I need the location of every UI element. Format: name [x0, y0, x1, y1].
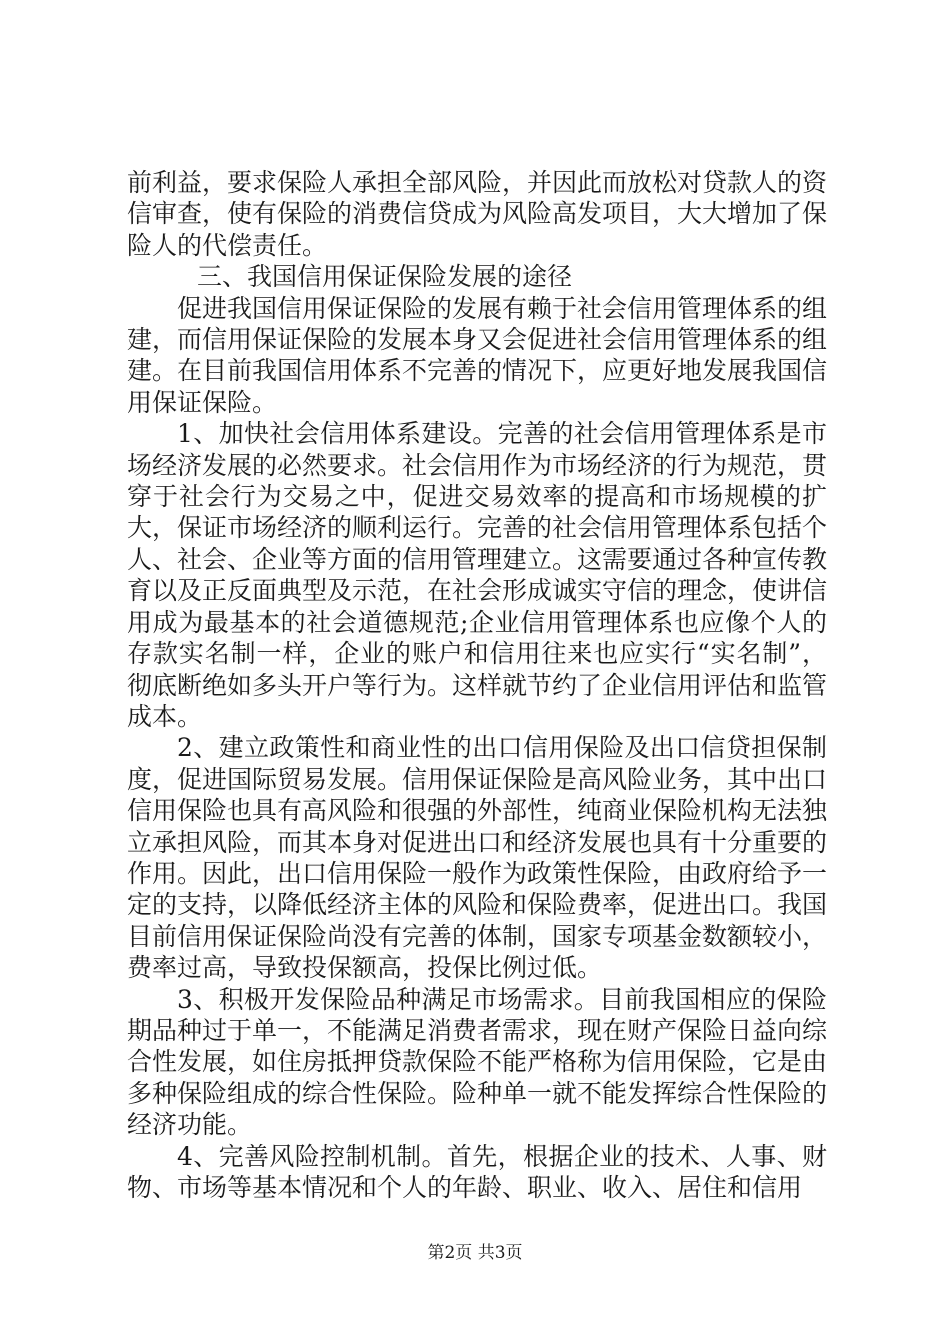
section-heading: 三、我国信用保证保险发展的途径 — [197, 262, 573, 292]
paragraph-intro: 促进我国信用保证保险的发展有赖于社会信用管理体系的组建，而信用保证保险的发展本身又会促进社会信用管理体系的组建。在目前我国信用体系不完善的情况下，应更好地发展我国信用保证保险。 — [127, 293, 828, 417]
paragraph-item-3: 3、积极开发保险品种满足市场需求。目前我国相应的保险期品种过于单一，不能满足消费者需求，现在财产保险日益向综合性发展，如住房抵押贷款保险不能严格称为信用保险，它是由多种保险组成的综合性保险。险种单一就不能发挥综合性保险的经济功能。 — [127, 984, 828, 1140]
paragraph-item-4: 4、完善风险控制机制。首先，根据企业的技术、人事、财物、市场等基本情况和个人的年龄、职业、收入、居住和信用 — [127, 1141, 827, 1202]
paragraph-item-1: 1、加快社会信用体系建设。完善的社会信用管理体系是市场经济发展的必然要求。社会信用作为市场经济的行为规范，贯穿于社会行为交易之中，促进交易效率的提高和市场规模的扩大，保证市场经济的顺利运行。完善的社会信用管理体系包括个人、社会、企业等方面的信用管理建立。这需要通过各种宣传教育以及正反面典型及示范，在社会形成诚实守信的理念，使讲信用成为最基本的社会道德规范;企业信用管理体系也应像个人的存款实名制一样，企业的账户和信用往来也应实行“实名制”，彻底断绝如多头开户等行为。这样就节约了企业信用评估和监管成本。 — [127, 419, 828, 731]
paragraph-continuation: 前利益，要求保险人承担全部风险，并因此而放松对贷款人的资信审查，使有保险的消费信贷成为风险高发项目，大大增加了保险人的代偿责任。 — [127, 168, 828, 260]
paragraph-item-2: 2、建立政策性和商业性的出口信用保险及出口信贷担保制度，促进国际贸易发展。信用保证保险是高风险业务，其中出口信用保险也具有高风险和很强的外部性，纯商业保险机构无法独立承担风险，而其本身对促进出口和经济发展也具有十分重要的作用。因此，出口信用保险一般作为政策性保险，由政府给予一定的支持，以降低经济主体的风险和保险费率，促进出口。我国目前信用保证保险尚没有完善的体制，国家专项基金数额较小，费率过高，导致投保额高，投保比例过低。 — [127, 733, 828, 983]
page-number: 第2页 共3页 — [427, 1243, 523, 1263]
body-text — [127, 167, 827, 1203]
